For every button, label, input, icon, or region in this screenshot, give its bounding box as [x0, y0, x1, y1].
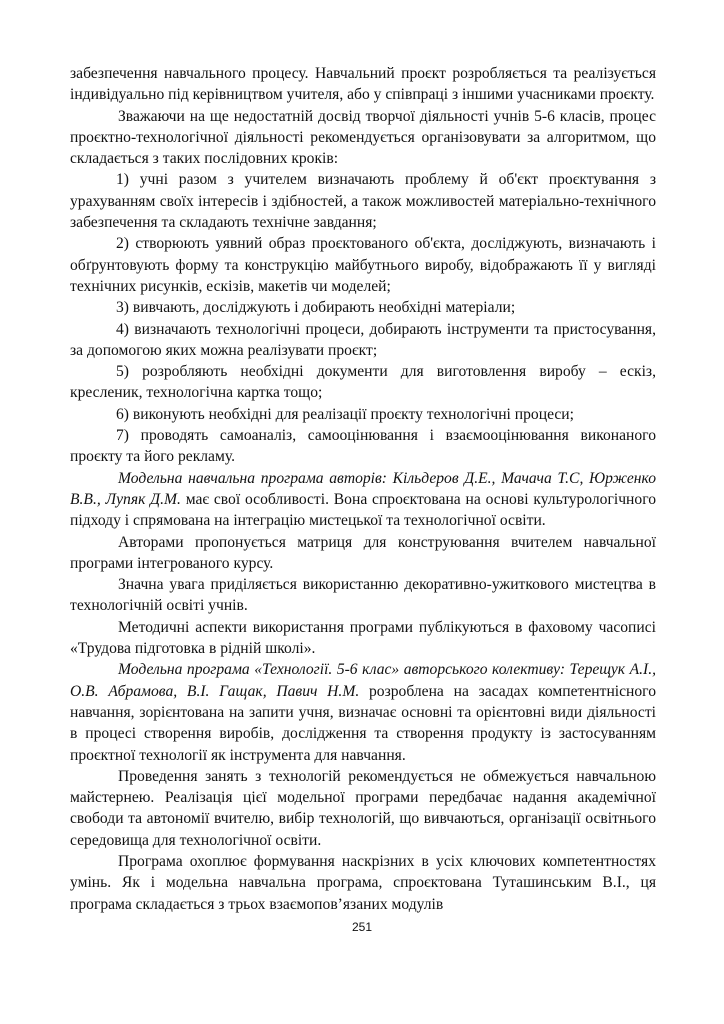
list-item: 1) учні разом з учителем визначають проблему й об'єкт проєктування з урахуванням своїх інтересів і здібностей, а також можливостей матеріально-технічного забезпечення та складають технічне завдання; — [70, 171, 656, 232]
italic-authors: Модельна навчальна програма авторів: Кільдеров Д.Е., Мачача Т.С, Юрженко В.В., Лупяк Д.М. — [70, 469, 656, 508]
paragraph: Проведення занять з технологій рекомендується не обмежується навчальною майстернею. Реалізація цієї модельної програми передбачає надання академічної свободи та автономії вчителю, вибір технологій, що вивчаються, організації освітнього середовища для технологічної освіти. — [70, 767, 656, 849]
paragraph: забезпечення навчального процесу. Навчальний проєкт розробляється та реалізується індивідуально під керівництвом учителя, або у співпраці з іншими учасниками проєкту. — [70, 65, 656, 104]
paragraph — [70, 659, 656, 765]
paragraph: Зважаючи на ще недостатній досвід творчої діяльності учнів 5-6 класів, процес проєктно-технологічної діяльності рекомендується організовувати за алгоритмом, що складається з таких послідовних кроків: — [70, 107, 656, 168]
list-item: 6) виконують необхідні для реалізації проєкту технологічні процеси; — [116, 405, 574, 423]
list-item: 7) проводять самоаналіз, самооцінювання і взаємооцінювання виконаного проєкту та його рекламу. — [70, 427, 656, 466]
page-number: 251 — [351, 920, 373, 934]
paragraph-text: має свої особливості. Вона спроєктована на основі культурологічного підходу і спрямована на інтеграцію мистецької та технологічної освіти. — [70, 490, 656, 530]
paragraph: Методичні аспекти використання програми публікуються в фаховому часописі «Трудова підготовка в рідній школі». — [70, 618, 656, 658]
paragraph: Авторами пропонується матриця для конструювання вчителем навчальної програми інтегрованого курсу. — [70, 533, 656, 572]
paragraph — [70, 468, 656, 532]
paragraph-text: розроблена на засадах компетентнісного навчання, зорієнтована на запити учня, визначає основні та орієнтовні види діяльності в процесі створення виробів, дослідження та створення продукту із застосуванням проєктної технології як інструмента для навчання. — [70, 682, 656, 764]
list-item: 3) вивчають, досліджують і добирають необхідні матеріали; — [116, 299, 516, 317]
italic-authors: Модельна програма «Технології. 5-6 клас» авторського колективу: Терещук А.І., О.В. Абрамова, В.І. Гащак, Павич Н.М. — [70, 661, 656, 700]
paragraph: Програма охоплює формування наскрізних в усіх ключових компетентностях умінь. Як і модельна навчальна програма, спроєктована Туташинським В.І., ця програма складається з трьох взаємопов’язаних модулів — [70, 852, 656, 913]
document-page — [70, 63, 656, 915]
list-item: 4) визначають технологічні процеси, добирають інструменти та пристосування, за допомогою яких можна реалізувати проєкт; — [70, 320, 656, 359]
list-item: 5) розробляють необхідні документи для виготовлення виробу – ескіз, кресленик, технологічна картка тощо; — [70, 363, 656, 402]
list-item: 2) створюють уявний образ проєктованого об'єкта, досліджують, визначають і обґрунтовують форму та конструкцію майбутнього виробу, відображають її у вигляді технічних рисунків, ескізів, макетів чи моделей; — [70, 235, 656, 295]
paragraph: Значна увага приділяється використанню декоративно-ужиткового мистецтва в технологічній освіті учнів. — [70, 576, 656, 615]
